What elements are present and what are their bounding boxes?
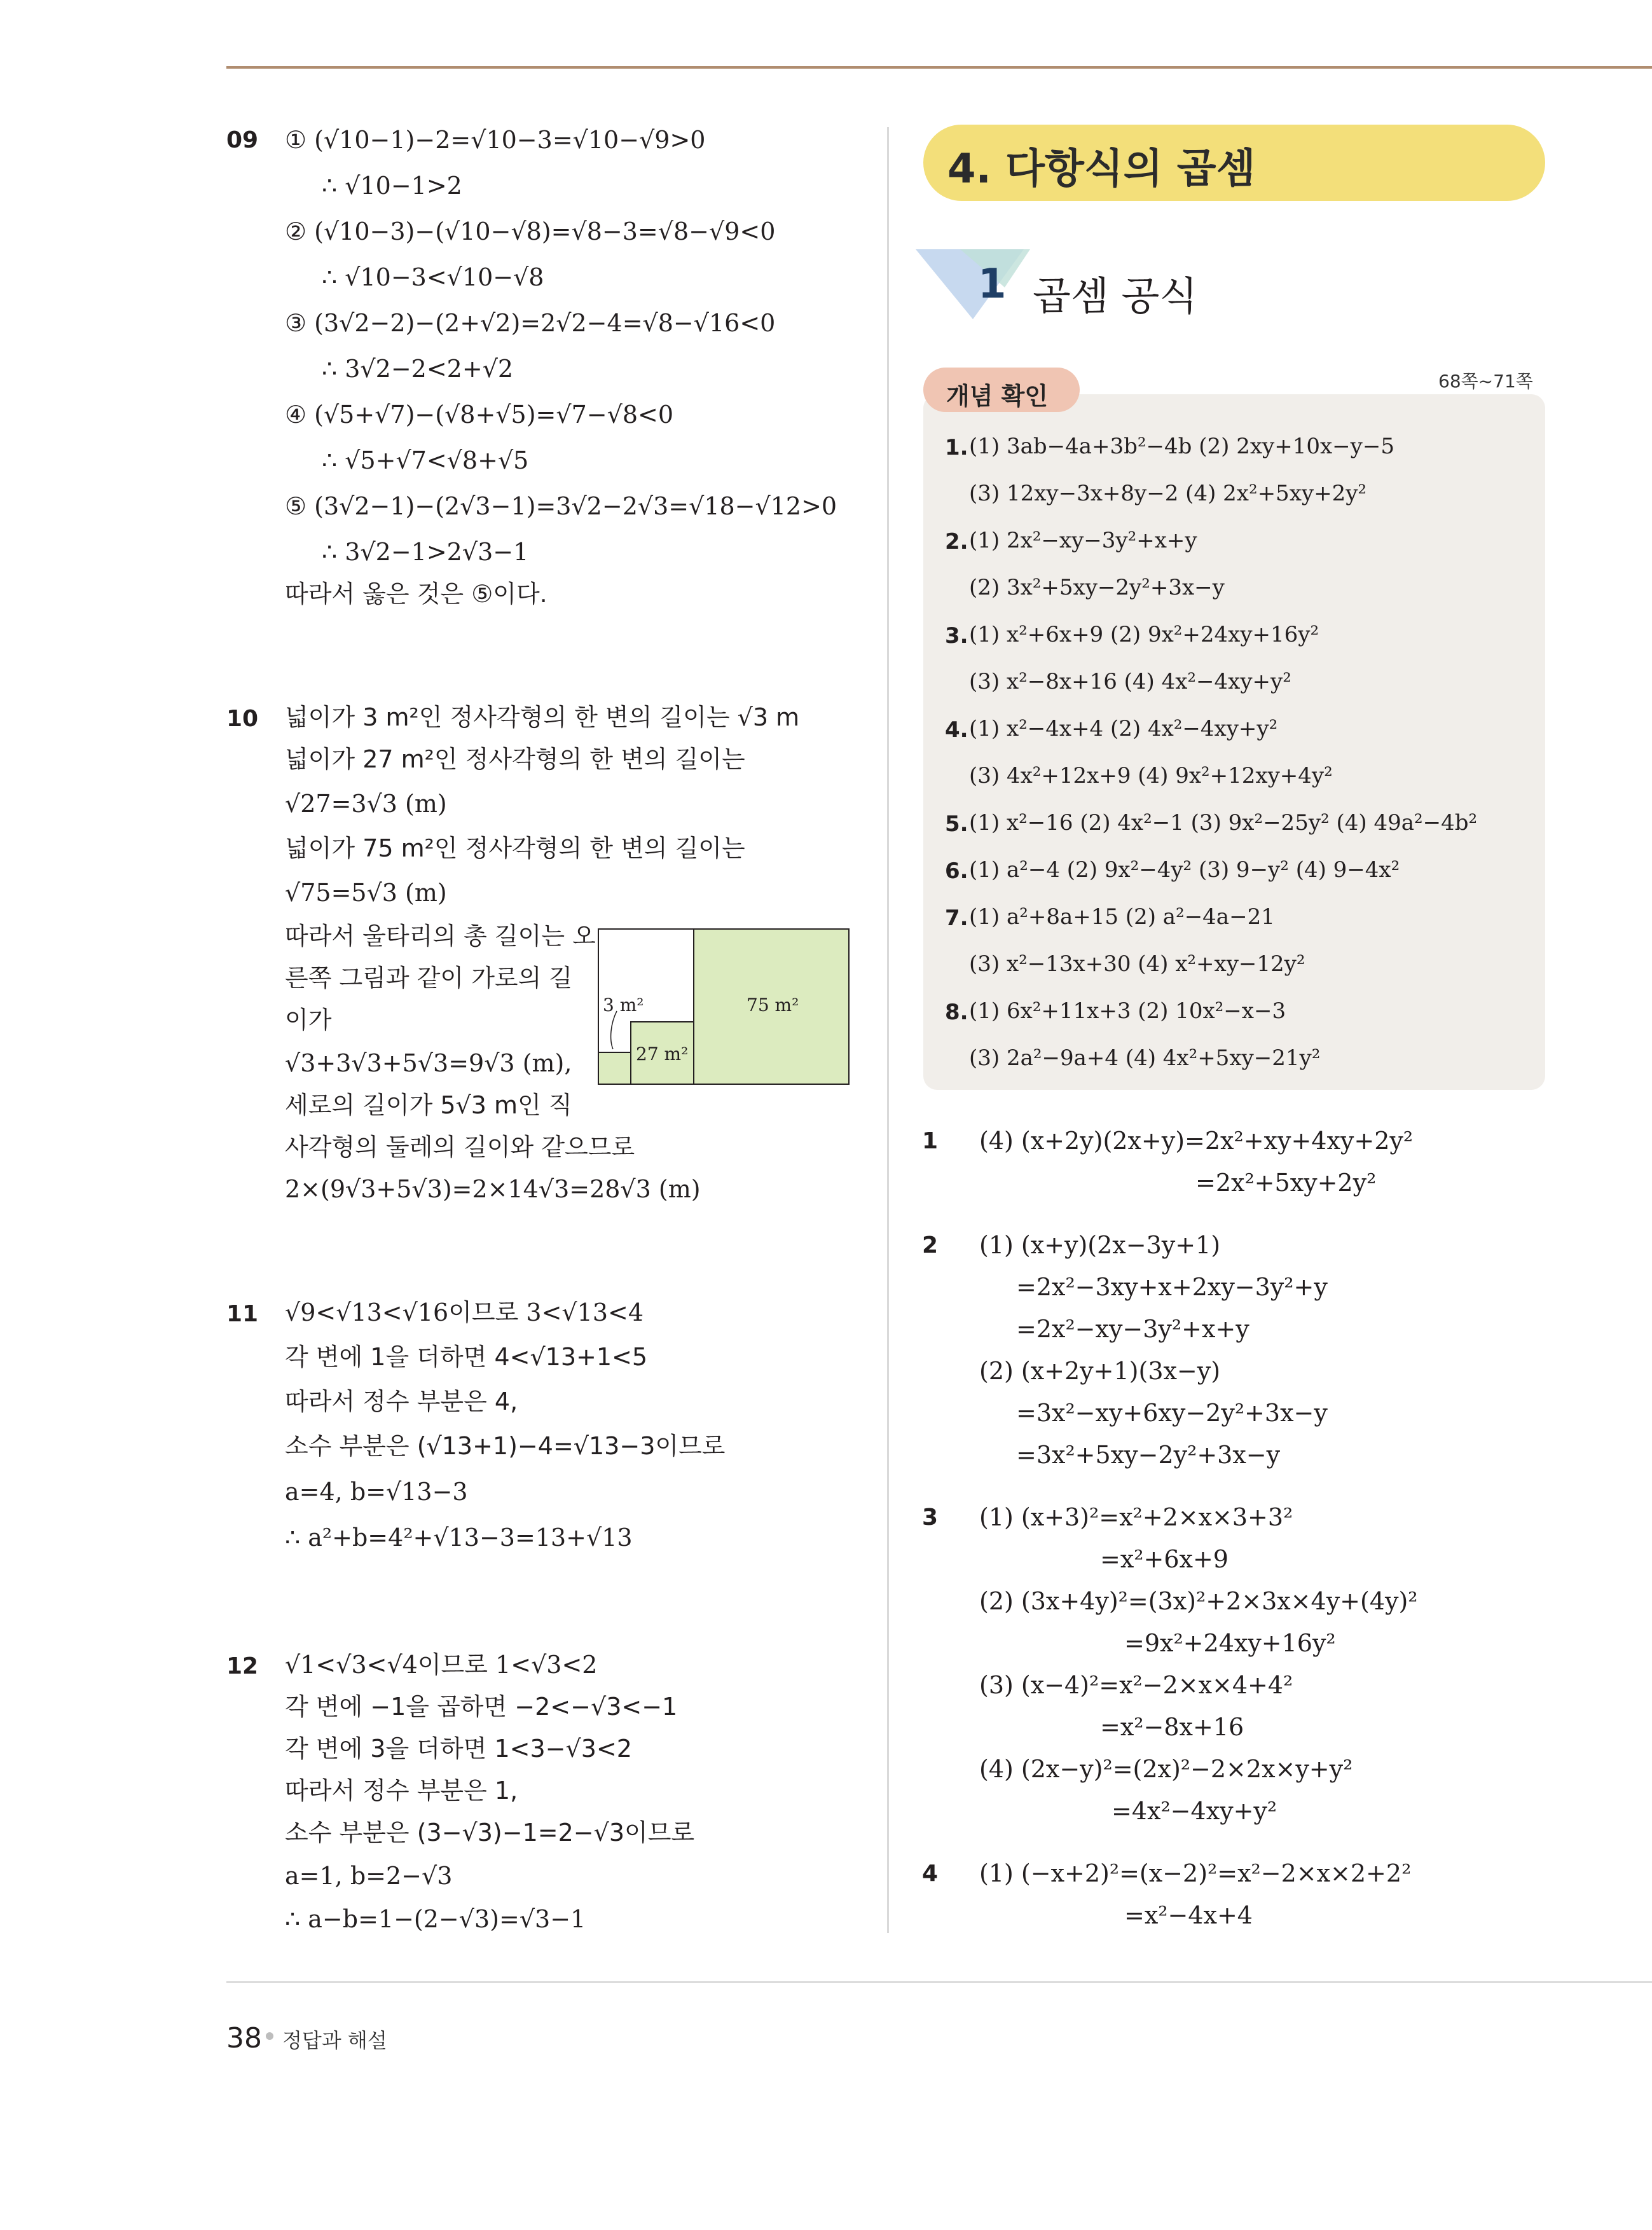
p12-line-1: √1<√3<√4이므로 1<√3<2 (285, 1651, 598, 1679)
concept-item-2-num: 2. (945, 529, 968, 554)
r3-line-1: (1) (x+3)²=x²+2×x×3+3² (979, 1503, 1293, 1531)
problem-number-11: 11 (226, 1301, 259, 1327)
concept-item-5-num: 5. (945, 811, 968, 837)
r3-line-8: =4x²−4xy+y² (1112, 1797, 1277, 1825)
p10-line-1: 넓이가 3 m²인 정사각형의 한 변의 길이는 √3 m (285, 703, 800, 731)
concept-item-6-line-1: (1) a²−4 (2) 9x²−4y² (3) 9−y² (4) 9−4x² (969, 857, 1400, 883)
solution-number-4: 4 (922, 1861, 939, 1887)
concept-item-3-num: 3. (945, 623, 968, 649)
section-number: 1 (978, 261, 1007, 308)
p12-line-3: 각 변에 3을 더하면 1<3−√3<2 (285, 1735, 632, 1763)
r2-line-4: (2) (x+2y+1)(3x−y) (979, 1357, 1221, 1385)
p10-line-3: √27=3√3 (m) (285, 790, 447, 818)
p10-line-8: 이가 (285, 1006, 332, 1034)
top-rule (226, 66, 1652, 69)
concept-item-2-line-2: (2) 3x²+5xy−2y²+3x−y (969, 575, 1225, 600)
p09-line-3: ② (√10−3)−(√10−√8)=√8−3=√8−√9<0 (285, 217, 776, 245)
problem-number-12: 12 (226, 1653, 259, 1679)
p09-line-7: ④ (√5+√7)−(√8+√5)=√7−√8<0 (285, 401, 674, 429)
section-badge-shape (916, 249, 1030, 326)
footer-dot-icon (266, 2032, 273, 2040)
p12-line-2: 각 변에 −1을 곱하면 −2<−√3<−1 (285, 1693, 678, 1721)
page-reference: 68쪽~71쪽 (1438, 371, 1533, 392)
r2-line-6: =3x²+5xy−2y²+3x−y (1016, 1441, 1281, 1469)
p10-line-12: 2×(9√3+5√3)=2×14√3=28√3 (m) (285, 1175, 701, 1203)
p12-line-4: 따라서 정수 부분은 1, (285, 1777, 518, 1805)
p12-line-7: ∴ a−b=1−(2−√3)=√3−1 (285, 1905, 586, 1933)
concept-item-6-num: 6. (945, 858, 968, 884)
r4-line-1: (1) (−x+2)²=(x−2)²=x²−2×x×2+2² (979, 1859, 1412, 1887)
column-separator (887, 127, 889, 1933)
p09-line-5: ③ (3√2−2)−(2+√2)=2√2−4=√8−√16<0 (285, 309, 776, 337)
r3-line-2: =x²+6x+9 (1100, 1545, 1229, 1573)
r2-line-5: =3x²−xy+6xy−2y²+3x−y (1016, 1399, 1328, 1427)
p10-line-5: √75=5√3 (m) (285, 879, 447, 907)
p09-line-9: ⑤ (3√2−1)−(2√3−1)=3√2−2√3=√18−√12>0 (285, 492, 837, 520)
r3-line-6: =x²−8x+16 (1100, 1713, 1244, 1741)
p09-line-11: 따라서 옳은 것은 ⑤이다. (285, 580, 547, 608)
p11-line-5: a=4, b=√13−3 (285, 1478, 468, 1506)
concept-item-1-line-1: (1) 3ab−4a+3b²−4b (2) 2xy+10x−y−5 (969, 434, 1394, 459)
p10-line-9: √3+3√3+5√3=9√3 (m), (285, 1049, 572, 1077)
p10-line-2: 넓이가 27 m²인 정사각형의 한 변의 길이는 (285, 745, 745, 773)
p11-line-1: √9<√13<√16이므로 3<√13<4 (285, 1298, 644, 1326)
section-title: 곱셈 공식 (1033, 273, 1198, 319)
chapter-title: 4. 다항식의 곱셈 (947, 146, 1256, 193)
concept-item-5-line-1: (1) x²−16 (2) 4x²−1 (3) 9x²−25y² (4) 49a²−4b² (969, 810, 1478, 836)
concept-item-4-line-1: (1) x²−4x+4 (2) 4x²−4xy+y² (969, 716, 1278, 741)
bottom-rule (226, 1981, 1652, 1983)
problem-number-09: 09 (226, 127, 259, 153)
r2-line-3: =2x²−xy−3y²+x+y (1016, 1315, 1249, 1343)
r1-line-1: (4) (x+2y)(2x+y)=2x²+xy+4xy+2y² (979, 1127, 1414, 1155)
p09-line-1: ① (√10−1)−2=√10−3=√10−√9>0 (285, 126, 706, 154)
p11-line-6: ∴ a²+b=4²+√13−3=13+√13 (285, 1524, 633, 1552)
concept-item-8-line-2: (3) 2a²−9a+4 (4) 4x²+5xy−21y² (969, 1045, 1321, 1071)
r3-line-7: (4) (2x−y)²=(2x)²−2×2x×y+y² (979, 1755, 1353, 1783)
r3-line-3: (2) (3x+4y)²=(3x)²+2×3x×4y+(4y)² (979, 1587, 1418, 1615)
p09-line-10: ∴ 3√2−1>2√3−1 (322, 538, 529, 566)
p10-line-4: 넓이가 75 m²인 정사각형의 한 변의 길이는 (285, 834, 745, 862)
p12-line-5: 소수 부분은 (3−√3)−1=2−√3이므로 (285, 1819, 695, 1847)
p10-line-11: 사각형의 둘레의 길이와 같으므로 (285, 1133, 635, 1161)
label-3m2: 3 m² (603, 995, 644, 1015)
r3-line-5: (3) (x−4)²=x²−2×x×4+4² (979, 1671, 1293, 1699)
p09-line-2: ∴ √10−1>2 (322, 172, 462, 200)
solution-number-2: 2 (922, 1232, 939, 1258)
concept-item-7-num: 7. (945, 905, 968, 931)
r1-line-2: =2x²+5xy+2y² (1195, 1169, 1377, 1197)
concept-item-3-line-2: (3) x²−8x+16 (4) 4x²−4xy+y² (969, 669, 1291, 694)
concept-item-4-num: 4. (945, 717, 968, 743)
concept-item-2-line-1: (1) 2x²−xy−3y²+x+y (969, 528, 1197, 553)
concept-item-1-line-2: (3) 12xy−3x+8y−2 (4) 2x²+5xy+2y² (969, 481, 1367, 506)
concept-item-8-num: 8. (945, 1000, 968, 1025)
page-number: 38 (226, 2022, 262, 2054)
label-27m2: 27 m² (636, 1043, 689, 1064)
solution-number-3: 3 (922, 1504, 939, 1531)
p11-line-4: 소수 부분은 (√13+1)−4=√13−3이므로 (285, 1432, 726, 1460)
concept-item-7-line-2: (3) x²−13x+30 (4) x²+xy−12y² (969, 951, 1305, 977)
concept-item-7-line-1: (1) a²+8a+15 (2) a²−4a−21 (969, 904, 1275, 930)
concept-check-label: 개념 확인 (946, 382, 1049, 410)
p11-line-2: 각 변에 1을 더하면 4<√13+1<5 (285, 1343, 648, 1371)
label-75m2: 75 m² (747, 995, 799, 1015)
concept-item-8-line-1: (1) 6x²+11x+3 (2) 10x²−x−3 (969, 998, 1286, 1024)
p10-line-10: 세로의 길이가 5√3 m인 직 (285, 1091, 572, 1119)
footer-label: 정답과 해설 (282, 2028, 387, 2053)
fence-squares-figure (598, 928, 852, 1094)
p09-line-8: ∴ √5+√7<√8+√5 (322, 446, 529, 474)
r2-line-2: =2x²−3xy+x+2xy−3y²+y (1016, 1273, 1328, 1301)
p10-line-6: 따라서 울타리의 총 길이는 오 (285, 922, 596, 950)
square-3 (598, 1052, 631, 1084)
concept-item-4-line-2: (3) 4x²+12x+9 (4) 9x²+12xy+4y² (969, 763, 1333, 788)
p11-line-3: 따라서 정수 부분은 4, (285, 1387, 518, 1415)
p12-line-6: a=1, b=2−√3 (285, 1862, 453, 1890)
problem-number-10: 10 (226, 706, 259, 732)
p10-line-7: 른쪽 그림과 같이 가로의 길 (285, 964, 573, 992)
p09-line-6: ∴ 3√2−2<2+√2 (322, 355, 514, 383)
r2-line-1: (1) (x+y)(2x−3y+1) (979, 1231, 1221, 1259)
concept-item-1-num: 1. (945, 435, 968, 460)
concept-item-3-line-1: (1) x²+6x+9 (2) 9x²+24xy+16y² (969, 622, 1319, 647)
solution-number-1: 1 (922, 1128, 939, 1154)
r3-line-4: =9x²+24xy+16y² (1124, 1629, 1336, 1657)
r4-line-2: =x²−4x+4 (1124, 1901, 1253, 1929)
p09-line-4: ∴ √10−3<√10−√8 (322, 263, 544, 291)
